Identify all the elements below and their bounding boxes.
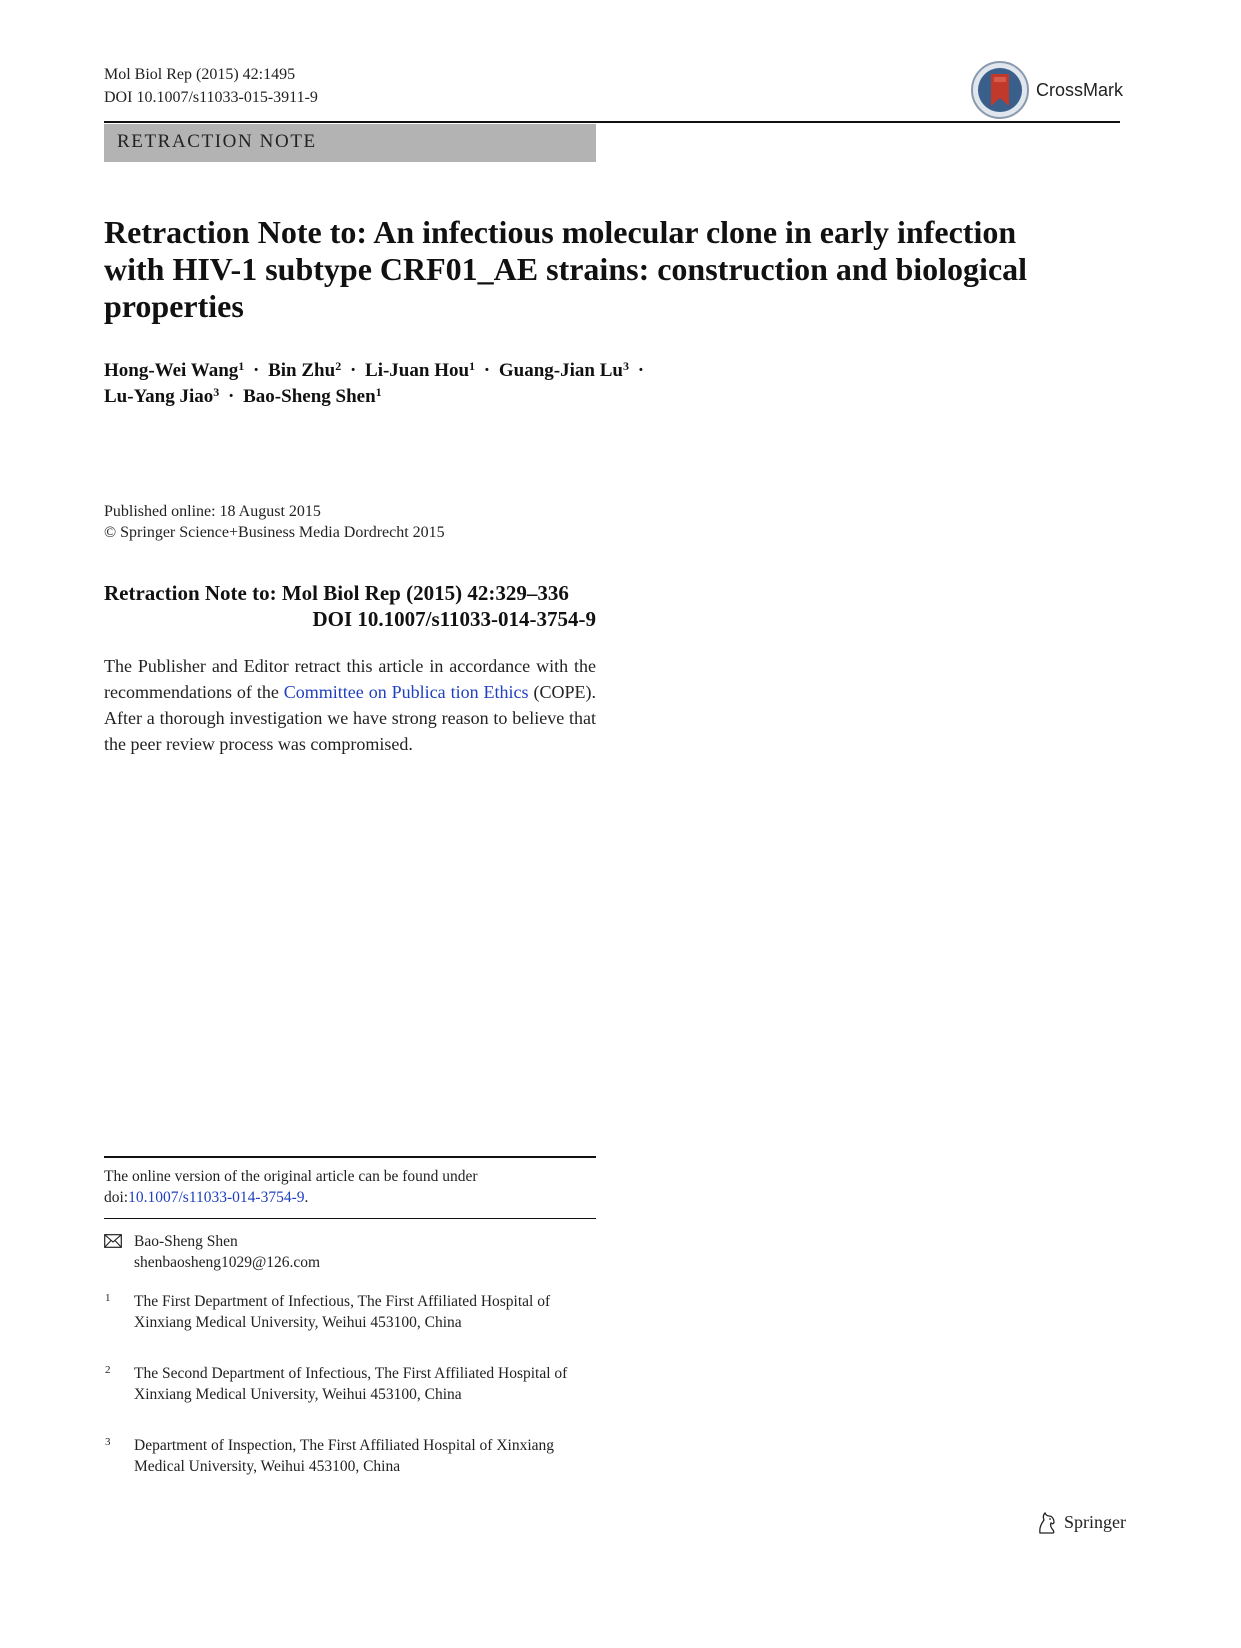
springer-horse-icon: [1036, 1511, 1058, 1535]
author-affiliation-mark: 1: [238, 359, 245, 373]
author-name[interactable]: Guang-Jian Lu: [498, 360, 623, 381]
affiliation-number: 2: [105, 1364, 111, 1376]
envelope-icon: [104, 1234, 122, 1248]
original-article-text: The online version of the original article can be found under doi:: [104, 1168, 478, 1206]
statement-text-start: The Publisher and Editor retract this article in accordance with the recommendations of the: [104, 656, 596, 702]
author-list: [104, 358, 804, 410]
corresponding-author-name: Bao-Sheng Shen: [134, 1233, 238, 1250]
copyright-line: © Springer Science+Business Media Dordrecht 2015: [104, 524, 445, 541]
crossmark-icon: [970, 60, 1030, 120]
article-title: Retraction Note to: An infectious molecular clone in early infection with HIV-1 subtype CRF01_AE strains: construction and biological properties: [104, 214, 1028, 324]
retraction-note-heading: [104, 580, 596, 632]
author-name[interactable]: Bin Zhu: [268, 360, 336, 381]
author-affiliation-mark: 3: [622, 359, 629, 373]
footnote-divider: [104, 1218, 596, 1219]
crossmark-logo[interactable]: [970, 60, 1124, 122]
retraction-statement: [104, 653, 596, 757]
crossmark-label: CrossMark: [1036, 80, 1124, 100]
original-article-note: [104, 1166, 596, 1208]
article-type-badge: [104, 124, 596, 162]
author-separator: ·: [349, 360, 357, 381]
affiliation-text: The Second Department of Infectious, The First Affiliated Hospital of Xinxiang Medical University, Weihui 453100, China: [134, 1365, 568, 1403]
published-date: Published online: 18 August 2015: [104, 503, 321, 520]
author-affiliation-mark: 2: [335, 359, 342, 373]
retraction-note-doi: DOI 10.1007/s11033-014-3754-9: [312, 607, 596, 631]
cope-link[interactable]: Committee on Publica tion Ethics: [283, 682, 529, 702]
author-name[interactable]: Bao-Sheng Shen: [243, 386, 376, 407]
author-name[interactable]: Hong-Wei Wang: [104, 360, 239, 381]
affiliation: [104, 1364, 574, 1405]
author-affiliation-mark: 3: [213, 385, 220, 399]
original-article-doi-link[interactable]: 10.1007/s11033-014-3754-9: [128, 1189, 305, 1206]
corresponding-author: [104, 1231, 320, 1273]
header-rule: [104, 121, 1120, 123]
article-doi: DOI 10.1007/s11033-015-3911-9: [104, 89, 318, 106]
affiliation: [104, 1292, 574, 1333]
publication-info: [104, 501, 445, 543]
affiliation-text: The First Department of Infectious, The First Affiliated Hospital of Xinxiang Medical University, Weihui 453100, China: [134, 1293, 551, 1331]
journal-reference: Mol Biol Rep (2015) 42:1495: [104, 66, 296, 83]
author-name[interactable]: Lu-Yang Jiao: [104, 386, 214, 407]
author-separator: ·: [253, 360, 260, 381]
original-article-period: .: [304, 1189, 309, 1206]
retraction-note-reference: Retraction Note to: Mol Biol Rep (2015) 42:329–336: [104, 581, 569, 605]
author-affiliation-mark: 1: [375, 385, 382, 399]
author-separator: ·: [483, 360, 491, 381]
affiliation: [104, 1436, 574, 1477]
affiliation-number: 1: [105, 1292, 111, 1304]
corresponding-author-email[interactable]: shenbaosheng1029@126.com: [134, 1254, 321, 1271]
footnote-rule: [104, 1156, 596, 1158]
author-separator: ·: [637, 360, 645, 381]
author-name[interactable]: Li-Juan Hou: [365, 360, 470, 381]
springer-wordmark: Springer: [1064, 1512, 1126, 1532]
author-affiliation-mark: 1: [469, 359, 476, 373]
statement-text-end: (COPE). After a thorough investigation we have strong reason to believe that the peer review process was compromised.: [104, 682, 596, 754]
author-separator: ·: [228, 386, 235, 407]
article-type-label: RETRACTION NOTE: [117, 131, 317, 152]
affiliation-text: Department of Inspection, The First Affiliated Hospital of Xinxiang Medical University, Weihui 453100, China: [134, 1437, 554, 1475]
affiliation-number: 3: [105, 1436, 111, 1448]
